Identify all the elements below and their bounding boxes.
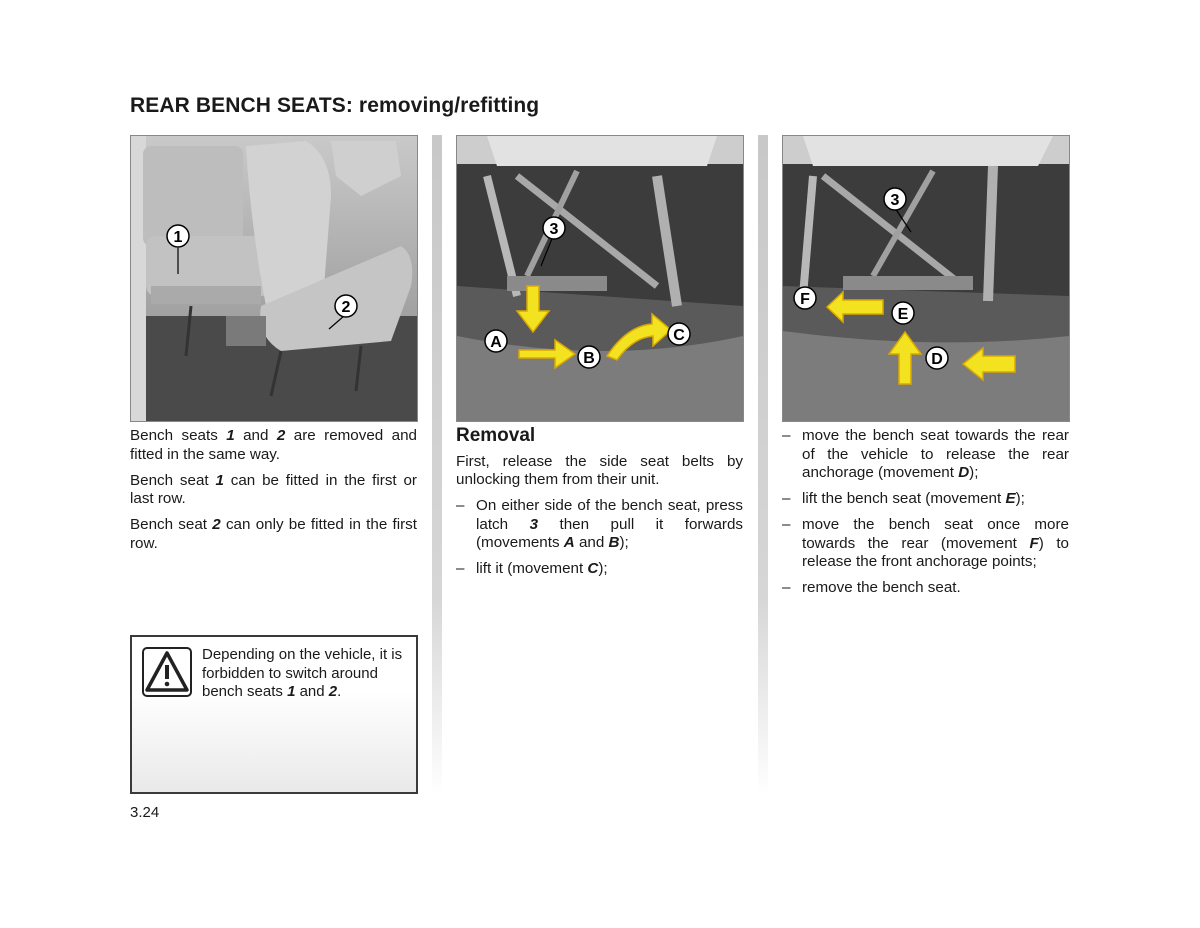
callout-E	[892, 302, 914, 324]
warning-text: Depending on the vehicle, it is forbidden to switch around bench seats 1 and 2.	[202, 646, 403, 700]
svg-text:3: 3	[890, 192, 900, 209]
latch-removal-photo	[456, 135, 744, 422]
column-divider	[432, 135, 442, 795]
warning-icon	[142, 647, 192, 697]
svg-text:2: 2	[341, 299, 351, 316]
page-number: 3.24	[130, 804, 160, 821]
paragraph: Bench seats 1 and 2 are removed and fitted in the same way.	[130, 427, 417, 463]
callout-1	[167, 225, 189, 247]
list-item: – lift the bench seat (movement E);	[782, 490, 1069, 509]
step-list	[456, 497, 743, 579]
svg-text:F: F	[800, 291, 810, 308]
paragraph: First, release the side seat belts by unlocking them from their unit.	[456, 452, 743, 488]
callout-3	[543, 217, 565, 239]
svg-text:D: D	[931, 351, 943, 368]
list-item: – remove the bench seat.	[782, 579, 1069, 598]
svg-text:B: B	[583, 350, 595, 367]
anchorage-removal-photo	[782, 135, 1070, 422]
column-divider	[758, 135, 768, 795]
section-heading: Removal	[456, 425, 536, 446]
paragraph: Bench seat 2 can only be fitted in the first row.	[130, 516, 417, 552]
svg-text:1: 1	[173, 229, 183, 246]
list-item: – move the bench seat once more towards the rear (movement F) to release the front anchorage points;	[782, 516, 1069, 572]
callout-B	[578, 346, 600, 368]
paragraph: Bench seat 1 can be fitted in the first or last row.	[130, 471, 417, 507]
callout-F	[794, 287, 816, 309]
svg-text:C: C	[673, 327, 685, 344]
column-3-text	[782, 427, 1069, 605]
page-title: REAR BENCH SEATS: removing/refitting	[130, 94, 540, 117]
svg-text:A: A	[490, 334, 502, 351]
callout-3	[884, 188, 906, 210]
column-1-text	[130, 427, 417, 561]
column-2-text	[456, 427, 743, 586]
callout-C	[668, 323, 690, 345]
svg-text:E: E	[897, 306, 909, 323]
callout-2	[335, 295, 357, 317]
list-item: – move the bench seat towards the rear of the vehicle to release the rear anchorage (movement D);	[782, 427, 1069, 483]
bench-seats-photo	[130, 135, 418, 422]
warning-box	[130, 635, 418, 794]
step-list	[782, 427, 1069, 598]
callout-D	[926, 347, 948, 369]
callout-A	[485, 330, 507, 352]
list-item: – On either side of the bench seat, press latch 3 then pull it forwards (movements A and B);	[456, 497, 743, 553]
svg-text:3: 3	[549, 221, 559, 238]
list-item: – lift it (movement C);	[456, 560, 743, 579]
